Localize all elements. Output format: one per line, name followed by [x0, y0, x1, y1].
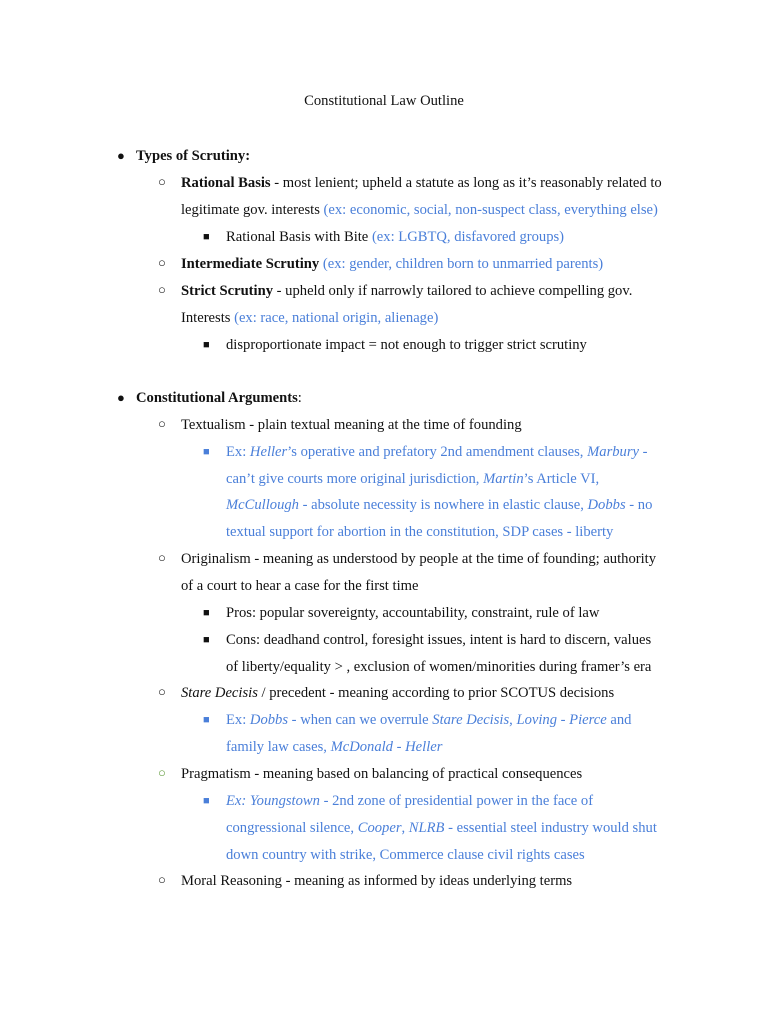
originalism-line-2: [181, 576, 418, 596]
stare-decisis-term: Stare Decisis: [432, 712, 510, 728]
rational-bite-line: [203, 227, 565, 247]
intermediate-examples: (ex: gender, children born to unmarried parents): [319, 256, 604, 272]
case-dobbs: Dobbs: [587, 497, 626, 513]
square-bullet: ■: [203, 607, 210, 619]
case-mccullough: McCullough: [226, 497, 299, 513]
pragmatism-line: [158, 764, 583, 784]
square-bullet: ■: [203, 634, 210, 646]
circle-bullet: ○: [158, 255, 166, 270]
page-title: Constitutional Law Outline: [304, 93, 464, 109]
circle-bullet: ○: [158, 872, 166, 887]
circle-bullet: ○: [158, 550, 166, 565]
case-mcdonald-heller: McDonald - Heller: [330, 739, 443, 755]
textualism-ex-text: - absolute necessity is nowhere in elastic clause,: [298, 497, 588, 513]
originalism-pros-line: [203, 603, 600, 623]
circle-bullet: ○: [158, 282, 166, 297]
rational-bite-examples: (ex: LGBTQ, disfavored groups): [371, 229, 565, 245]
textualism-ex-text: textual support for abortion in the constitution, SDP cases - liberty: [226, 524, 614, 540]
stare-ex-text: ,: [509, 712, 517, 728]
textualism-line: [158, 415, 522, 435]
strict-text-2: Interests: [181, 310, 235, 326]
originalism-text-2: of a court to hear a case for the first time: [181, 578, 419, 594]
arguments-heading-line: [117, 388, 302, 408]
scrutiny-heading: Types of Scrutiny:: [136, 148, 251, 164]
disc-bullet: ●: [117, 390, 125, 405]
textualism-ex-text: Ex:: [226, 444, 250, 460]
strict-note: disproportionate impact = not enough to trigger strict scrutiny: [226, 337, 587, 353]
strict-examples: (ex: race, national origin, alienage): [234, 310, 439, 326]
arguments-colon: :: [297, 390, 302, 406]
pragmatism-ex-line-2: [226, 818, 657, 838]
strict-line: [158, 281, 633, 301]
textualism-ex-line-1: [203, 442, 648, 462]
strict-note-line: [203, 335, 587, 355]
case-martin: Martin: [483, 471, 524, 487]
originalism-line: [158, 549, 657, 569]
stare-ex-text: and: [606, 712, 632, 728]
arguments-heading: Constitutional Arguments: [136, 390, 298, 406]
stare-decisis-line: [158, 683, 615, 703]
stare-ex-text: Ex:: [226, 712, 250, 728]
strict-line-2: [181, 308, 438, 328]
square-bullet: ■: [203, 339, 210, 351]
square-bullet: ■: [203, 446, 210, 458]
case-cooper: Cooper: [357, 820, 402, 836]
intermediate-line: [158, 254, 604, 274]
square-bullet: ■: [203, 795, 210, 807]
textualism-ex-line-4: [226, 522, 613, 542]
rational-basis-label: Rational Basis: [181, 175, 271, 191]
moral-reasoning-line: [158, 871, 573, 891]
textualism-ex-text: ’s operative and prefatory 2nd amendment clauses,: [287, 444, 588, 460]
textualism-ex-line-3: [226, 495, 652, 515]
circle-bullet: ○: [158, 765, 166, 780]
pragmatism-ex-line-1: [203, 791, 594, 811]
stare-ex-text: - when can we overrule: [288, 712, 433, 728]
pragmatism-ex-line-3: [226, 845, 585, 865]
rational-basis-examples: (ex: economic, social, non-suspect class, everything else): [323, 202, 658, 218]
stare-decisis-label: Stare Decisis: [181, 685, 258, 701]
case-heller: Heller: [249, 444, 288, 460]
originalism-cons-line: [203, 630, 652, 650]
moral-reasoning-text: Moral Reasoning - meaning as informed by ideas underlying terms: [181, 873, 573, 889]
rational-basis-text-2: legitimate gov. interests: [181, 202, 324, 218]
pragmatism-ex-text: down country with strike, Commerce clause civil rights cases: [226, 847, 585, 863]
scrutiny-heading-line: [117, 146, 251, 166]
pragmatism-ex-text: ,: [401, 820, 409, 836]
case-dobbs: Dobbs: [249, 712, 289, 728]
circle-bullet: ○: [158, 174, 166, 189]
square-bullet: ■: [203, 714, 210, 726]
pragmatism-ex-text: - essential steel industry would shut: [444, 820, 657, 836]
pragmatism-text: Pragmatism - meaning based on balancing of practical consequences: [181, 766, 583, 782]
originalism-pros: Pros: popular sovereignty, accountability, constraint, rule of law: [226, 605, 600, 621]
square-bullet: ■: [203, 231, 210, 243]
originalism-text: Originalism - meaning as understood by people at the time of founding; authority: [181, 551, 657, 567]
intermediate-label: Intermediate Scrutiny: [181, 256, 320, 272]
pragmatism-ex-text: congressional silence,: [226, 820, 358, 836]
case-youngstown: Ex: Youngstown: [226, 793, 320, 809]
textualism-ex-line-2: [226, 469, 599, 489]
stare-ex-line-2: [226, 737, 442, 757]
textualism-ex-text: -: [639, 444, 648, 460]
originalism-cons-2: of liberty/equality > , exclusion of women/minorities during framer’s era: [226, 659, 652, 675]
stare-ex-line-1: [203, 710, 632, 730]
originalism-cons-line-2: [226, 657, 651, 677]
stare-decisis-text: / precedent - meaning according to prior SCOTUS decisions: [257, 685, 615, 701]
disc-bullet: ●: [117, 148, 125, 163]
strict-text: - upheld only if narrowly tailored to achieve compelling gov.: [273, 283, 633, 299]
pragmatism-ex-text: - 2nd zone of presidential power in the face of: [319, 793, 594, 809]
textualism-ex-text: - no: [625, 497, 653, 513]
case-loving-pierce: Loving - Pierce: [516, 712, 607, 728]
rational-basis-line: [158, 173, 662, 193]
case-nlrb: NLRB: [408, 820, 445, 836]
circle-bullet: ○: [158, 416, 166, 431]
rational-basis-text: - most lenient; upheld a statute as long as it’s reasonably related to: [270, 175, 662, 191]
rational-bite-text: Rational Basis with Bite: [226, 229, 372, 245]
case-marbury: Marbury: [587, 444, 639, 460]
originalism-cons: Cons: deadhand control, foresight issues, intent is hard to discern, values: [226, 632, 652, 648]
strict-label: Strict Scrutiny: [181, 283, 274, 299]
textualism-ex-text: can’t give courts more original jurisdiction,: [226, 471, 484, 487]
stare-ex-text: family law cases,: [226, 739, 331, 755]
textualism-text: Textualism - plain textual meaning at the time of founding: [181, 417, 522, 433]
textualism-ex-text: ’s Article VI,: [523, 471, 600, 487]
circle-bullet: ○: [158, 684, 166, 699]
rational-basis-line-2: [181, 200, 658, 220]
